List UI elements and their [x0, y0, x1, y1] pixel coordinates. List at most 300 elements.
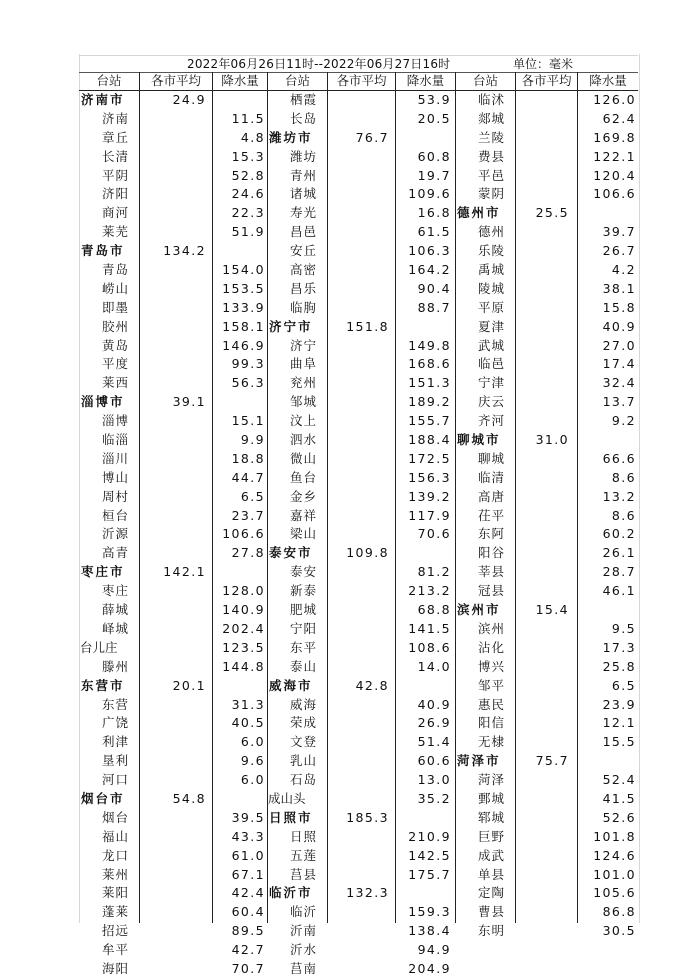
city-average-value — [515, 393, 569, 412]
city-average-value — [327, 469, 389, 488]
city-average-value — [515, 884, 569, 903]
rainfall-value: 8.6 — [611, 507, 636, 523]
rainfall-value: 44.7 — [231, 469, 265, 485]
rainfall-value: 42.4 — [231, 885, 265, 901]
rainfall-value: 22.3 — [231, 205, 265, 221]
station-name: 宁阳 — [290, 620, 318, 636]
rainfall-value: 19.7 — [417, 167, 451, 183]
rainfall-value: 6.0 — [240, 772, 265, 788]
rainfall-value: 67.1 — [231, 866, 265, 882]
city-average-value — [515, 903, 569, 922]
report-period: 2022年06月26日11时--2022年06月27日16时 — [187, 57, 451, 71]
station-name: 荣成 — [290, 715, 318, 731]
city-average-value: 132.3 — [346, 885, 389, 901]
station-name: 高青 — [102, 545, 130, 561]
station-name: 莱芜 — [102, 224, 130, 240]
rainfall-value: 15.5 — [602, 734, 636, 750]
station-name: 阳谷 — [478, 545, 506, 561]
station-name: 潍坊 — [290, 148, 318, 164]
column-divider — [455, 72, 456, 923]
city-average-value — [515, 148, 569, 167]
station-name: 黄岛 — [102, 337, 130, 353]
rainfall-value: 155.7 — [408, 413, 451, 429]
station-name: 郯城 — [478, 110, 506, 126]
rainfall-value: 15.8 — [602, 299, 636, 315]
rainfall-value: 4.8 — [240, 129, 265, 145]
city-name: 青岛市 — [81, 243, 125, 259]
rainfall-value: 28.7 — [602, 564, 636, 580]
rainfall-value: 60.2 — [602, 526, 636, 542]
station-name: 沂水 — [290, 942, 318, 958]
station-name: 兰陵 — [478, 129, 506, 145]
city-average-value: 134.2 — [163, 243, 206, 259]
station-name: 莱阳 — [102, 885, 130, 901]
rainfall-value: 53.9 — [417, 92, 451, 107]
city-average-value — [327, 866, 389, 885]
rainfall-value: 81.2 — [417, 564, 451, 580]
city-average-value — [515, 828, 569, 847]
rainfall-value: 6.0 — [240, 734, 265, 750]
station-name: 临沭 — [478, 92, 506, 107]
rainfall-value: 9.2 — [611, 413, 636, 429]
rainfall-value: 175.7 — [408, 866, 451, 882]
rainfall-value: 60.4 — [231, 904, 265, 920]
station-name: 文登 — [290, 734, 318, 750]
city-average-value — [515, 185, 569, 204]
station-name: 河口 — [102, 772, 130, 788]
city-average-value: 142.1 — [163, 564, 206, 580]
city-average-value — [139, 752, 206, 771]
city-average-value — [139, 903, 206, 922]
city-average-value — [139, 488, 206, 507]
rainfall-value: 6.5 — [611, 677, 636, 693]
city-average-value: 15.4 — [535, 602, 569, 618]
station-name: 梁山 — [290, 526, 318, 542]
city-average-value: 185.3 — [346, 809, 389, 825]
rainfall-value: 106.6 — [593, 186, 636, 202]
city-average-value — [515, 544, 569, 563]
city-average-value — [139, 601, 206, 620]
city-average-value — [139, 620, 206, 639]
city-average-value — [139, 828, 206, 847]
city-average-value — [327, 582, 389, 601]
rainfall-value: 42.7 — [231, 942, 265, 958]
rainfall-value: 151.3 — [408, 375, 451, 391]
col-header-city-avg: 各市平均 — [139, 72, 212, 90]
city-average-value — [327, 696, 389, 715]
station-name: 邹城 — [290, 394, 318, 410]
station-name: 枣庄 — [102, 583, 130, 599]
station-name: 聊城 — [478, 450, 506, 466]
rainfall-value: 188.4 — [408, 432, 451, 448]
city-average-value — [327, 91, 389, 110]
rainfall-value: 142.5 — [408, 847, 451, 863]
station-name: 周村 — [102, 488, 130, 504]
rainfall-value: 168.6 — [408, 356, 451, 372]
station-name: 栖霞 — [290, 92, 318, 107]
city-average-value — [327, 280, 389, 299]
station-name: 高密 — [290, 262, 318, 278]
rainfall-value: 94.9 — [417, 942, 451, 958]
city-average-value — [327, 261, 389, 280]
station-name: 东阿 — [478, 526, 506, 542]
rainfall-value: 189.2 — [408, 394, 451, 410]
rainfall-value: 144.8 — [222, 658, 265, 674]
rainfall-value: 210.9 — [408, 828, 451, 844]
rainfall-value: 60.8 — [417, 148, 451, 164]
city-average-value — [327, 110, 389, 129]
city-name: 泰安市 — [269, 545, 313, 561]
city-average-value — [139, 280, 206, 299]
rainfall-value: 15.3 — [231, 148, 265, 164]
rainfall-value: 17.4 — [602, 356, 636, 372]
city-name: 德州市 — [457, 205, 501, 221]
rainfall-value: 46.1 — [602, 583, 636, 599]
city-name: 威海市 — [269, 677, 313, 693]
city-average-value — [327, 639, 389, 658]
rainfall-value: 128.0 — [222, 583, 265, 599]
city-average-value — [327, 828, 389, 847]
city-average-value — [139, 507, 206, 526]
city-average-value — [327, 733, 389, 752]
city-average-value — [515, 922, 569, 941]
station-name: 平原 — [478, 299, 506, 315]
rainfall-value: 70.6 — [417, 526, 451, 542]
city-average-value — [139, 110, 206, 129]
city-name: 淄博市 — [81, 394, 125, 410]
rainfall-value: 60.6 — [417, 753, 451, 769]
rainfall-value: 123.5 — [222, 639, 265, 655]
station-name: 招远 — [102, 923, 130, 939]
city-average-value — [327, 847, 389, 866]
city-average-value — [515, 223, 569, 242]
rainfall-value — [212, 242, 265, 261]
rainfall-value: 39.5 — [231, 809, 265, 825]
city-average-value — [515, 355, 569, 374]
city-name: 菏泽市 — [457, 753, 501, 769]
station-name: 蓬莱 — [102, 904, 130, 920]
rainfall-value: 26.9 — [417, 715, 451, 731]
city-average-value — [139, 809, 206, 828]
city-average-value — [327, 412, 389, 431]
city-average-value — [327, 148, 389, 167]
station-name: 莱西 — [102, 375, 130, 391]
city-average-value — [139, 431, 206, 450]
rainfall-value: 86.8 — [602, 904, 636, 920]
station-name: 济宁 — [290, 337, 318, 353]
rainfall-value: 153.5 — [222, 280, 265, 296]
rainfall-value: 154.0 — [222, 262, 265, 278]
rainfall-value — [395, 677, 451, 696]
station-name: 利津 — [102, 734, 130, 750]
rainfall-value: 172.5 — [408, 450, 451, 466]
rainfall-value: 15.1 — [231, 413, 265, 429]
station-name: 海阳 — [102, 960, 130, 976]
city-average-value — [139, 261, 206, 280]
rainfall-value: 109.6 — [408, 186, 451, 202]
city-average-value — [515, 847, 569, 866]
station-name: 滕州 — [102, 658, 130, 674]
city-average-value — [139, 299, 206, 318]
rainfall-value: 108.6 — [408, 639, 451, 655]
rainfall-value — [577, 431, 636, 450]
rainfall-value — [395, 129, 451, 148]
station-name: 鄄城 — [478, 790, 506, 806]
rainfall-value: 9.5 — [611, 620, 636, 636]
station-name: 福山 — [102, 828, 130, 844]
city-average-value — [327, 941, 389, 960]
city-average-value — [139, 204, 206, 223]
city-average-value — [139, 922, 206, 941]
station-name: 安丘 — [290, 243, 318, 259]
station-name: 曲阜 — [290, 356, 318, 372]
city-average-value — [515, 639, 569, 658]
station-name: 新泰 — [290, 583, 318, 599]
city-average-value — [327, 204, 389, 223]
station-name: 乐陵 — [478, 243, 506, 259]
city-average-value — [139, 714, 206, 733]
station-name: 崂山 — [102, 280, 130, 296]
station-name: 莒南 — [290, 960, 318, 976]
rainfall-value: 141.5 — [408, 620, 451, 636]
rainfall-value — [212, 393, 265, 412]
station-name: 兖州 — [290, 375, 318, 391]
city-average-value: 75.7 — [535, 753, 569, 769]
rainfall-value: 20.5 — [417, 110, 451, 126]
rainfall-value — [212, 563, 265, 582]
rainfall-value: 8.6 — [611, 469, 636, 485]
rainfall-value: 133.9 — [222, 299, 265, 315]
rainfall-value: 25.8 — [602, 658, 636, 674]
col-header-rain: 降水量 — [212, 72, 267, 90]
rainfall-value: 51.4 — [417, 734, 451, 750]
city-average-value — [327, 393, 389, 412]
station-name: 嘉祥 — [290, 507, 318, 523]
city-average-value — [515, 714, 569, 733]
rainfall-value: 18.8 — [231, 450, 265, 466]
city-average-value — [327, 299, 389, 318]
station-name: 济南 — [102, 110, 130, 126]
rainfall-value: 105.6 — [593, 885, 636, 901]
column-header-row — [79, 72, 638, 90]
station-name: 曹县 — [478, 904, 506, 920]
city-average-value — [515, 450, 569, 469]
station-name: 薛城 — [102, 602, 130, 618]
rainfall-value: 138.4 — [408, 923, 451, 939]
city-average-value — [515, 91, 569, 110]
city-name: 烟台市 — [81, 790, 125, 806]
city-average-value — [139, 167, 206, 186]
city-average-value — [515, 488, 569, 507]
rainfall-value: 61.0 — [231, 847, 265, 863]
city-average-value — [515, 620, 569, 639]
city-average-value — [139, 318, 206, 337]
station-name: 菏泽 — [478, 772, 506, 788]
city-name: 济宁市 — [269, 318, 313, 334]
station-name: 平邑 — [478, 167, 506, 183]
rainfall-value: 27.0 — [602, 337, 636, 353]
station-name: 阳信 — [478, 715, 506, 731]
rainfall-value: 164.2 — [408, 262, 451, 278]
rainfall-value — [395, 318, 451, 337]
station-name: 无棣 — [478, 734, 506, 750]
station-name: 冠县 — [478, 583, 506, 599]
rainfall-value — [577, 601, 636, 620]
city-average-value — [327, 922, 389, 941]
city-average-value — [139, 450, 206, 469]
rainfall-value: 202.4 — [222, 620, 265, 636]
city-average-value — [515, 167, 569, 186]
city-average-value — [139, 374, 206, 393]
rainfall-value: 30.5 — [602, 923, 636, 939]
city-average-value — [139, 866, 206, 885]
station-name: 胶州 — [102, 318, 130, 334]
city-average-value — [327, 374, 389, 393]
col-header-city-avg: 各市平均 — [515, 72, 577, 90]
station-name: 昌乐 — [290, 280, 318, 296]
rainfall-value: 140.9 — [222, 602, 265, 618]
city-average-value — [139, 639, 206, 658]
station-name: 龙口 — [102, 847, 130, 863]
city-average-value: 24.9 — [172, 92, 206, 107]
station-name: 邹平 — [478, 677, 506, 693]
rainfall-value: 35.2 — [417, 790, 451, 806]
city-name: 日照市 — [269, 809, 313, 825]
station-name: 高唐 — [478, 488, 506, 504]
rainfall-value: 68.8 — [417, 602, 451, 618]
city-average-value — [515, 658, 569, 677]
station-name: 庆云 — [478, 394, 506, 410]
report-header — [79, 55, 638, 73]
station-name: 济阳 — [102, 186, 130, 202]
rainfall-value: 56.3 — [231, 375, 265, 391]
rainfall-value: 159.3 — [408, 904, 451, 920]
rainfall-value: 88.7 — [417, 299, 451, 315]
city-average-value — [515, 374, 569, 393]
city-average-value — [139, 960, 206, 979]
station-name: 淄博 — [102, 413, 130, 429]
city-average-value — [515, 525, 569, 544]
rainfall-value: 169.8 — [593, 129, 636, 145]
city-average-value — [139, 733, 206, 752]
station-name: 垦利 — [102, 753, 130, 769]
rainfall-value: 51.9 — [231, 224, 265, 240]
city-average-value — [515, 280, 569, 299]
city-average-value — [139, 148, 206, 167]
station-name: 淄川 — [102, 450, 130, 466]
station-name: 长岛 — [290, 110, 318, 126]
station-name: 桓台 — [102, 507, 130, 523]
station-name: 单县 — [478, 866, 506, 882]
rainfall-value — [212, 91, 265, 110]
station-name: 昌邑 — [290, 224, 318, 240]
city-name: 枣庄市 — [81, 564, 125, 580]
station-name: 乳山 — [290, 753, 318, 769]
station-name: 陵城 — [478, 280, 506, 296]
station-name: 成山头 — [268, 790, 306, 806]
city-average-value — [139, 355, 206, 374]
city-average-value — [327, 167, 389, 186]
station-name: 茌平 — [478, 507, 506, 523]
rainfall-value: 106.3 — [408, 243, 451, 259]
rainfall-value: 213.2 — [408, 583, 451, 599]
rainfall-value: 70.7 — [231, 960, 265, 976]
rainfall-value: 120.4 — [593, 167, 636, 183]
station-name: 博山 — [102, 469, 130, 485]
rainfall-value — [395, 809, 451, 828]
station-name: 莒县 — [290, 866, 318, 882]
station-name: 临淄 — [102, 432, 130, 448]
rainfall-value: 12.1 — [602, 715, 636, 731]
station-name: 汶上 — [290, 413, 318, 429]
rainfall-value: 13.0 — [417, 772, 451, 788]
city-average-value: 39.1 — [172, 394, 206, 410]
city-name: 潍坊市 — [269, 129, 313, 145]
station-name: 平阴 — [102, 167, 130, 183]
rainfall-value: 38.1 — [602, 280, 636, 296]
rainfall-value: 90.4 — [417, 280, 451, 296]
col-header-station: 台站 — [267, 72, 327, 90]
station-name: 博兴 — [478, 658, 506, 674]
station-name: 泰山 — [290, 658, 318, 674]
city-average-value: 109.8 — [346, 545, 389, 561]
station-name: 泰安 — [290, 564, 318, 580]
rainfall-value: 124.6 — [593, 847, 636, 863]
rainfall-value: 9.9 — [240, 432, 265, 448]
rainfall-value: 117.9 — [408, 507, 451, 523]
city-average-value — [327, 525, 389, 544]
city-average-value — [327, 752, 389, 771]
rainfall-value: 61.5 — [417, 224, 451, 240]
station-name: 郓城 — [478, 809, 506, 825]
city-average-value — [327, 658, 389, 677]
city-average-value: 151.8 — [346, 318, 389, 334]
station-name: 牟平 — [102, 942, 130, 958]
city-average-value — [139, 847, 206, 866]
city-average-value — [515, 771, 569, 790]
city-average-value — [515, 733, 569, 752]
city-average-value — [327, 337, 389, 356]
city-average-value — [327, 903, 389, 922]
city-average-value — [515, 242, 569, 261]
city-average-value — [327, 431, 389, 450]
city-average-value — [515, 412, 569, 431]
station-name: 费县 — [478, 148, 506, 164]
city-average-value — [327, 450, 389, 469]
rainfall-value: 32.4 — [602, 375, 636, 391]
city-name: 东营市 — [81, 677, 125, 693]
rainfall-value: 52.8 — [231, 167, 265, 183]
city-average-value — [327, 507, 389, 526]
rainfall-value: 6.5 — [240, 488, 265, 504]
city-name: 临沂市 — [269, 885, 313, 901]
city-average-value — [515, 261, 569, 280]
city-average-value — [139, 469, 206, 488]
col-header-rain: 降水量 — [395, 72, 455, 90]
rainfall-value: 26.7 — [602, 243, 636, 259]
station-name: 金乡 — [290, 488, 318, 504]
city-average-value — [327, 714, 389, 733]
col-header-station: 台站 — [96, 73, 122, 88]
city-average-value — [327, 242, 389, 261]
city-average-value — [139, 884, 206, 903]
station-name: 诸城 — [290, 186, 318, 202]
rainfall-value: 23.7 — [231, 507, 265, 523]
city-average-value — [139, 658, 206, 677]
city-average-value — [139, 544, 206, 563]
rainfall-value: 158.1 — [222, 318, 265, 334]
station-name: 临朐 — [290, 299, 318, 315]
